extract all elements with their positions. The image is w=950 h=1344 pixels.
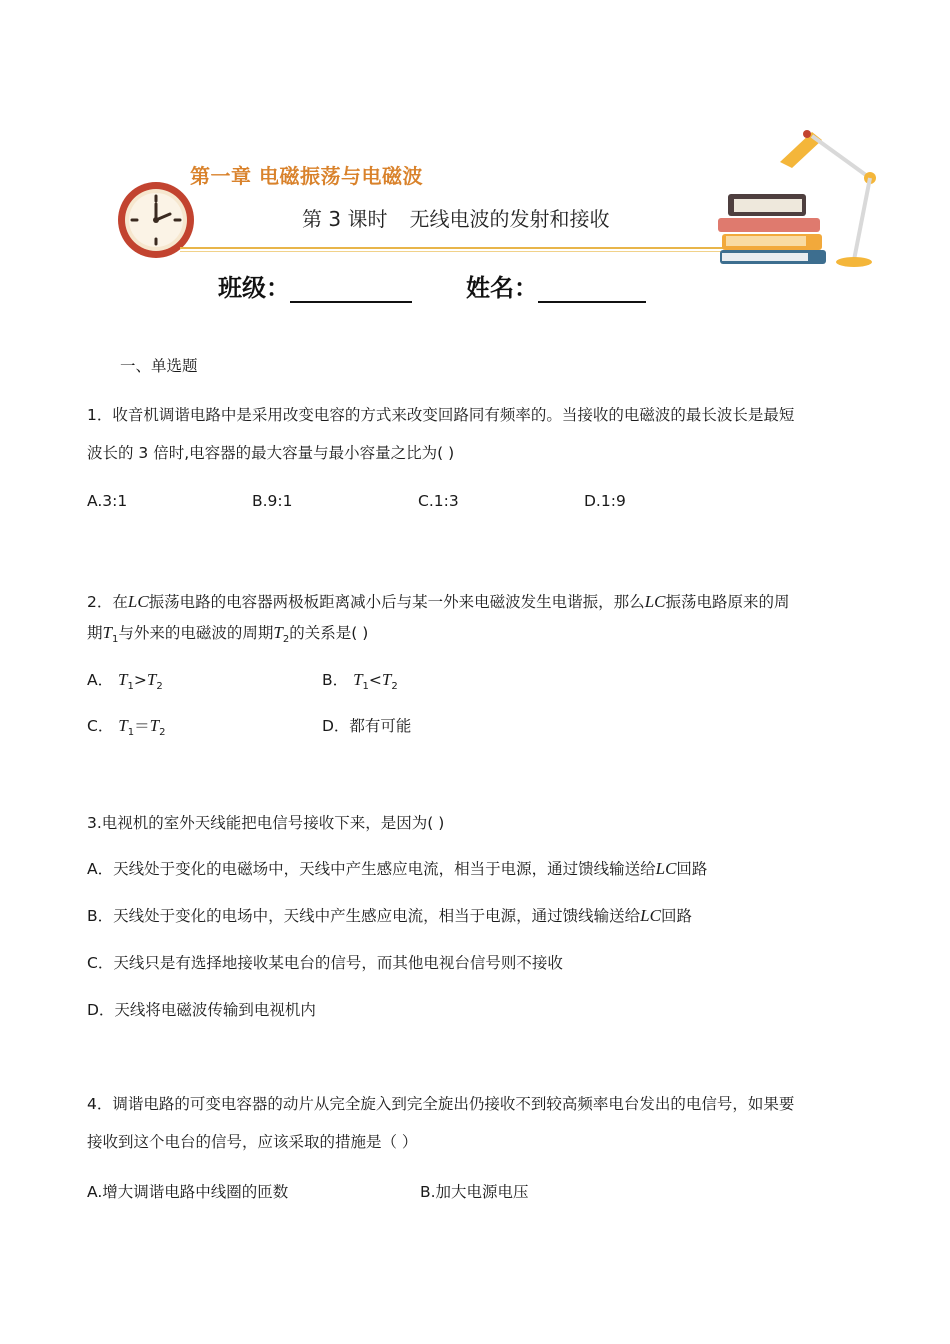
q3-stem: 3.电视机的室外天线能把电信号接收下来，是因为( ) xyxy=(87,814,445,832)
clock-icon xyxy=(116,180,198,262)
q2-lc-symbol: LC xyxy=(644,592,666,611)
lc-symbol: LC xyxy=(640,906,661,925)
q4-stem-line1: 4．调谐电路的可变电容器的动片从完全旋入到完全旋出仍接收不到较高频率电台发出的电信号，如果要 xyxy=(87,1095,795,1113)
period-symbol: T xyxy=(146,670,157,689)
lesson-number: 第 3 课时 xyxy=(302,207,388,231)
operator: ＝ xyxy=(134,717,150,735)
period-symbol: T xyxy=(273,623,283,642)
q1-option-c[interactable]: C.1:3 xyxy=(418,492,459,510)
option-label: B． xyxy=(322,671,349,689)
q4-option-b[interactable]: B.加大电源电压 xyxy=(420,1183,529,1201)
q3-option-b[interactable] xyxy=(87,904,692,926)
q3-option-c[interactable]: C．天线只是有选择地接收某电台的信号，而其他电视台信号则不接收 xyxy=(87,954,563,972)
option-text: 回路 xyxy=(676,860,708,878)
option-text: B．天线处于变化的电场中，天线中产生感应电流，相当于电源，通过馈线输送给 xyxy=(87,907,641,925)
subscript: 1 xyxy=(127,681,134,693)
header-rule xyxy=(180,247,740,249)
q2-text: 振荡电路的电容器两极板距离减小后与某一外来电磁波发生电谐振，那么 xyxy=(148,593,645,611)
class-input[interactable] xyxy=(290,279,412,303)
class-field[interactable] xyxy=(218,268,412,303)
q2-stem-line1 xyxy=(87,590,790,612)
q2-option-a[interactable] xyxy=(87,668,163,692)
q2-text: 期 xyxy=(87,624,103,642)
subscript: 2 xyxy=(156,681,163,693)
subscript: 2 xyxy=(159,727,166,739)
name-input[interactable] xyxy=(538,279,646,303)
option-label: A． xyxy=(87,671,114,689)
class-label: 班级： xyxy=(218,274,290,302)
option-text: 回路 xyxy=(660,907,692,925)
q3-option-a[interactable] xyxy=(87,857,707,879)
subscript: 2 xyxy=(282,634,290,646)
q2-text: 的关系是( ) xyxy=(289,624,369,642)
q4-stem-line2: 接收到这个电台的信号，应该采取的措施是（ ） xyxy=(87,1133,418,1151)
period-symbol: T xyxy=(381,670,392,689)
q1-option-a[interactable]: A.3:1 xyxy=(87,492,128,510)
period-symbol: T xyxy=(102,623,112,642)
subscript: 2 xyxy=(391,681,398,693)
q1-stem-line2: 波长的 3 倍时,电容器的最大容量与最小容量之比为( ) xyxy=(87,444,455,462)
period-symbol: T xyxy=(118,670,128,689)
q2-text: 振荡电路原来的周 xyxy=(665,593,790,611)
q2-lc-symbol: LC xyxy=(127,592,149,611)
subscript: 1 xyxy=(127,727,135,739)
period-symbol: T xyxy=(149,716,160,735)
q2-text: 与外来的电磁波的周期 xyxy=(118,624,274,642)
header-rule-thin xyxy=(180,251,740,252)
q2-option-b[interactable] xyxy=(322,668,398,692)
q1-stem-line1: 1．收音机调谐电路中是采用改变电容的方式来改变回路同有频率的。当接收的电磁波的最长波长是最短 xyxy=(87,406,795,424)
section-title: 一、单选题 xyxy=(120,357,198,375)
operator: < xyxy=(368,671,382,689)
q2-text: 2．在 xyxy=(87,593,128,611)
lc-symbol: LC xyxy=(655,859,677,878)
q1-option-b[interactable]: B.9:1 xyxy=(252,492,293,510)
option-text: A．天线处于变化的电磁场中，天线中产生感应电流，相当于电源，通过馈线输送给 xyxy=(87,860,656,878)
period-symbol: T xyxy=(118,716,128,735)
q2-stem-line2 xyxy=(87,621,368,645)
name-field[interactable] xyxy=(466,268,646,303)
lesson-name: 无线电波的发射和接收 xyxy=(409,207,610,231)
operator: > xyxy=(133,671,147,689)
q3-option-d[interactable]: D．天线将电磁波传输到电视机内 xyxy=(87,1001,316,1019)
subscript: 1 xyxy=(362,681,369,693)
books-lamp-icon xyxy=(712,122,882,270)
chapter-title: 第一章 电磁振荡与电磁波 xyxy=(190,164,423,188)
subscript: 1 xyxy=(111,634,119,646)
lesson-title xyxy=(302,203,609,232)
option-label: C． xyxy=(87,717,114,735)
q4-option-a[interactable]: A.增大调谐电路中线圈的匝数 xyxy=(87,1183,289,1201)
q1-option-d[interactable]: D.1:9 xyxy=(584,492,626,510)
q2-option-d[interactable]: D．都有可能 xyxy=(322,717,412,735)
q2-option-c[interactable] xyxy=(87,714,165,738)
name-label: 姓名： xyxy=(466,274,538,302)
period-symbol: T xyxy=(353,670,363,689)
